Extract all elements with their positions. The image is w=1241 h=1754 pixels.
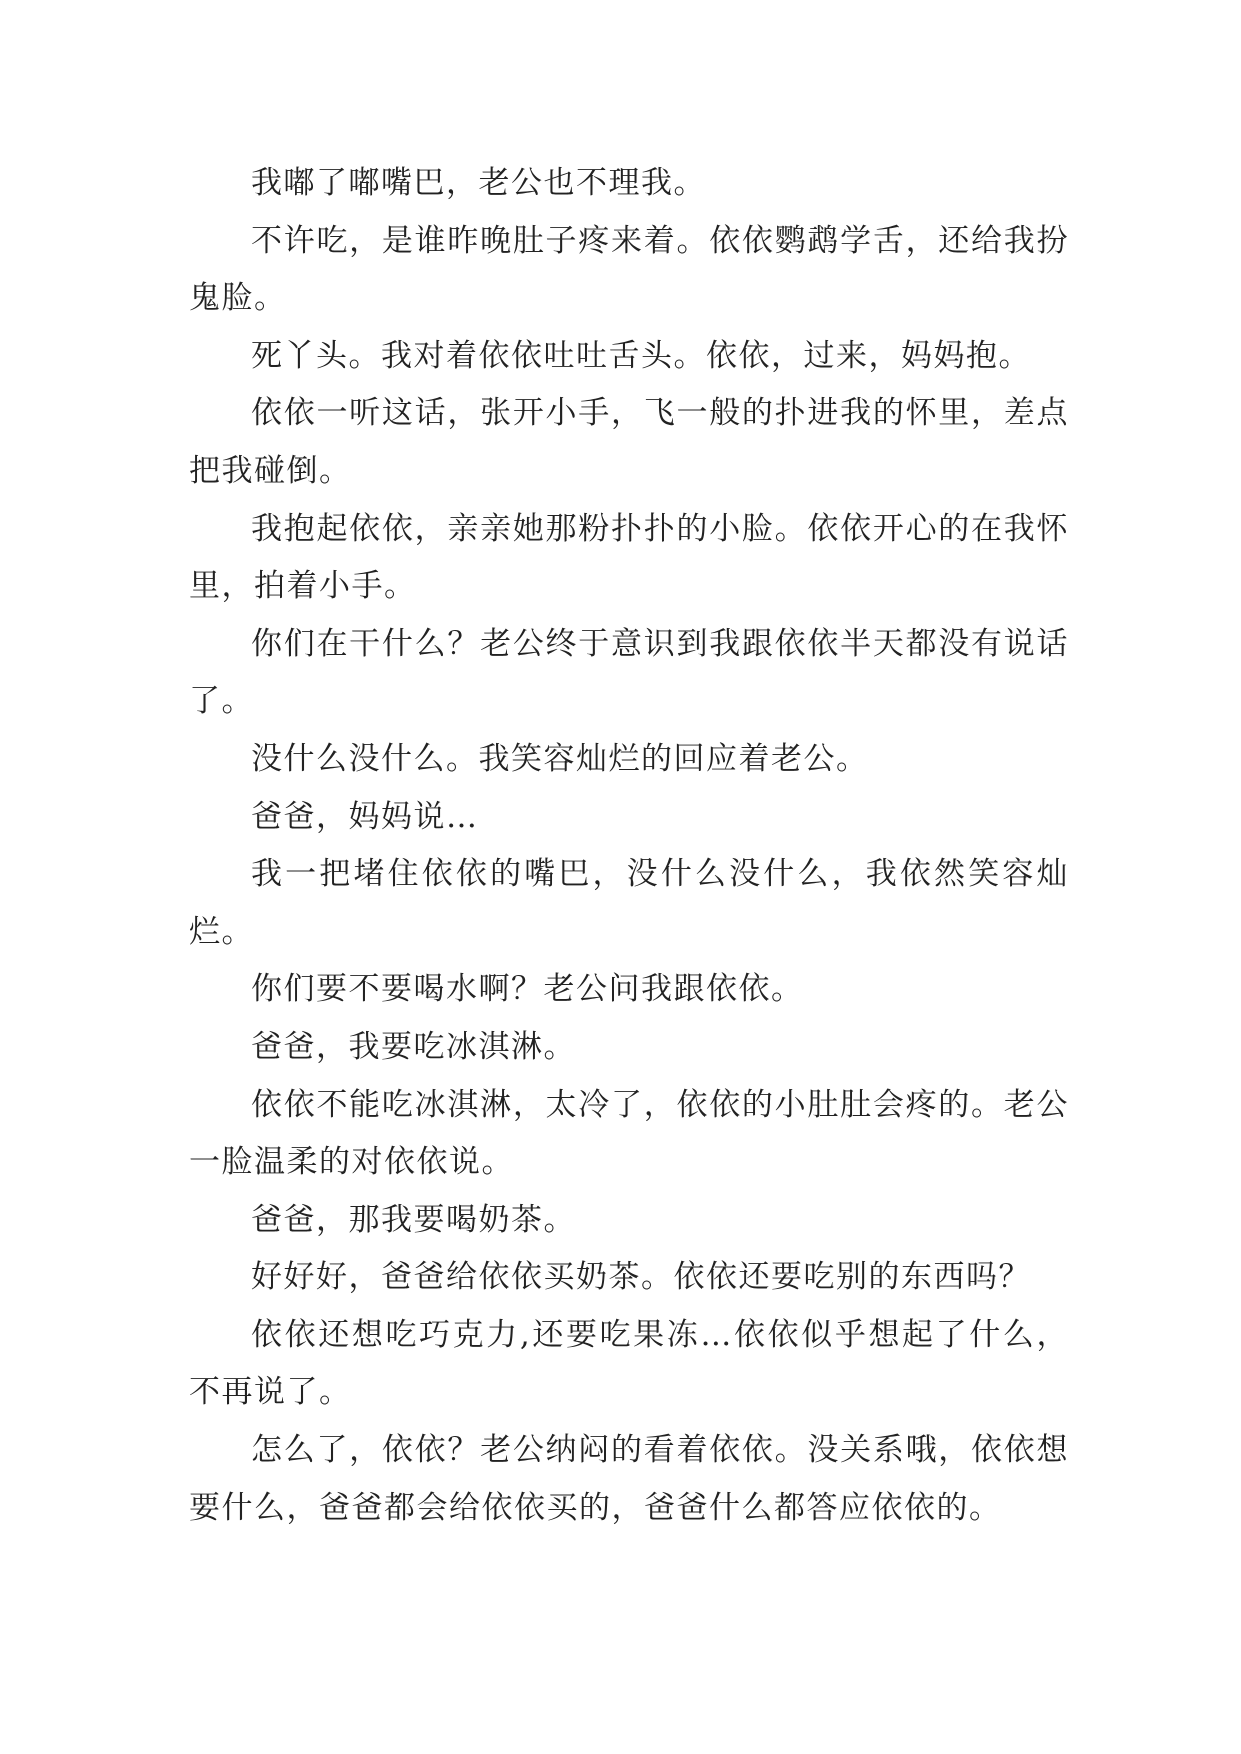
paragraph: 好好好，爸爸给依依买奶茶。依依还要吃别的东西吗？ <box>251 1259 1031 1296</box>
paragraph: 我一把堵住依依的嘴巴，没什么没什么，我依然笑容灿烂。 <box>189 856 1069 950</box>
paragraph: 爸爸，那我要喝奶茶。 <box>251 1201 576 1238</box>
paragraph: 我抱起依依，亲亲她那粉扑扑的小脸。依依开心的在我怀里，拍着小手。 <box>189 510 1069 605</box>
paragraph: 不许吃，是谁昨晚肚子疼来着。依依鹦鹉学舌，还给我扮鬼脸。 <box>189 222 1069 317</box>
paragraph: 怎么了，依依？老公纳闷的看着依依。没关系哦，依依想要什么，爸爸都会给依依买的，爸爸什么都答应依依的。 <box>189 1432 1069 1526</box>
paragraph: 爸爸，我要吃冰淇淋。 <box>251 1028 576 1065</box>
paragraph: 爸爸，妈妈说… <box>251 798 479 835</box>
paragraph: 依依不能吃冰淇淋，太冷了，依依的小肚肚会疼的。老公一脸温柔的对依依说。 <box>189 1086 1069 1181</box>
paragraph: 依依还想吃巧克力,还要吃果冻…依依似乎想起了什么，不再说了。 <box>189 1316 1069 1411</box>
paragraph: 你们在干什么？老公终于意识到我跟依依半天都没有说话了。 <box>189 625 1069 720</box>
paragraph: 我嘟了嘟嘴巴，老公也不理我。 <box>251 165 706 201</box>
document-body <box>189 155 1069 1537</box>
paragraph: 你们要不要喝水啊？老公问我跟依依。 <box>251 971 804 1008</box>
paragraph: 依依一听这话，张开小手，飞一般的扑进我的怀里，差点把我碰倒。 <box>189 395 1069 489</box>
paragraph: 没什么没什么。我笑容灿烂的回应着老公。 <box>251 740 869 777</box>
paragraph: 死丫头。我对着依依吐吐舌头。依依，过来，妈妈抱。 <box>251 337 1031 374</box>
